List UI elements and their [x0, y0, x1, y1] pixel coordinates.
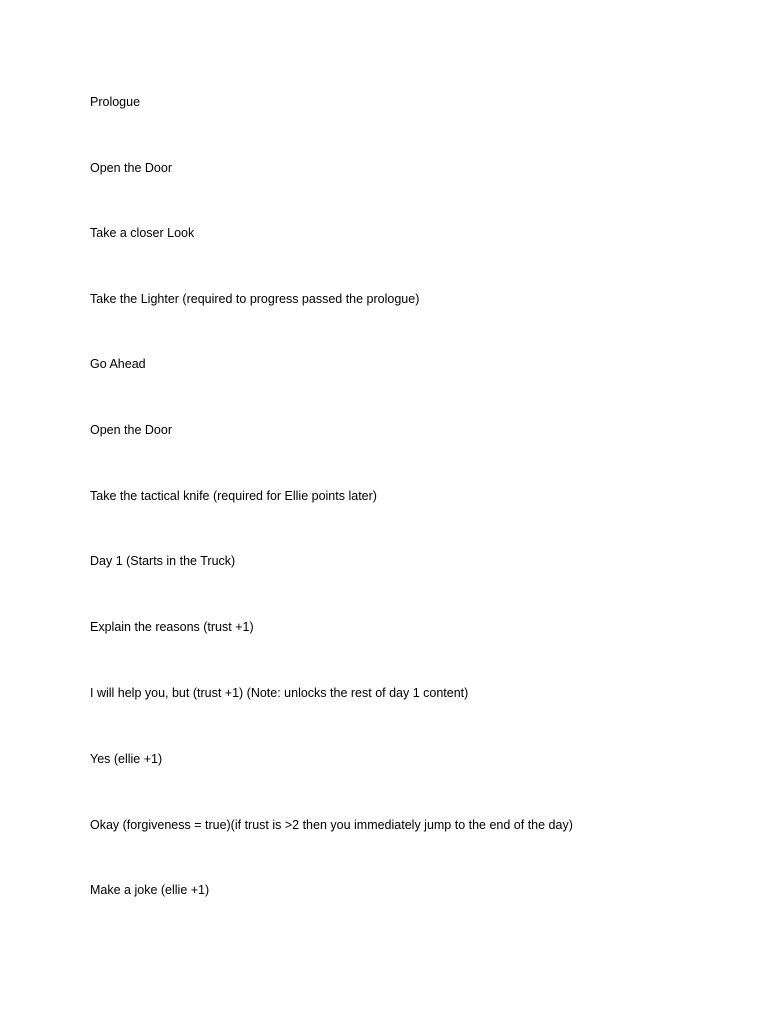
line-prologue: Prologue	[90, 95, 141, 109]
line-yes-ellie: Yes (ellie +1)	[90, 752, 163, 766]
line-i-will-help-you: I will help you, but (trust +1) (Note: unlocks the rest of day 1 content)	[90, 686, 469, 700]
line-take-lighter: Take the Lighter (required to progress passed the prologue)	[90, 292, 420, 306]
line-okay-forgiveness: Okay (forgiveness = true)(if trust is >2 then you immediately jump to the end of the day)	[90, 818, 573, 832]
line-open-the-door: Open the Door	[90, 161, 172, 175]
line-make-a-joke: Make a joke (ellie +1)	[90, 883, 210, 897]
line-go-ahead: Go Ahead	[90, 357, 146, 371]
line-open-the-door-2: Open the Door	[90, 423, 172, 437]
line-day-1: Day 1 (Starts in the Truck)	[90, 554, 236, 568]
line-take-tactical-knife: Take the tactical knife (required for Ellie points later)	[90, 489, 377, 503]
line-explain-reasons: Explain the reasons (trust +1)	[90, 620, 254, 634]
line-take-closer-look: Take a closer Look	[90, 226, 195, 240]
